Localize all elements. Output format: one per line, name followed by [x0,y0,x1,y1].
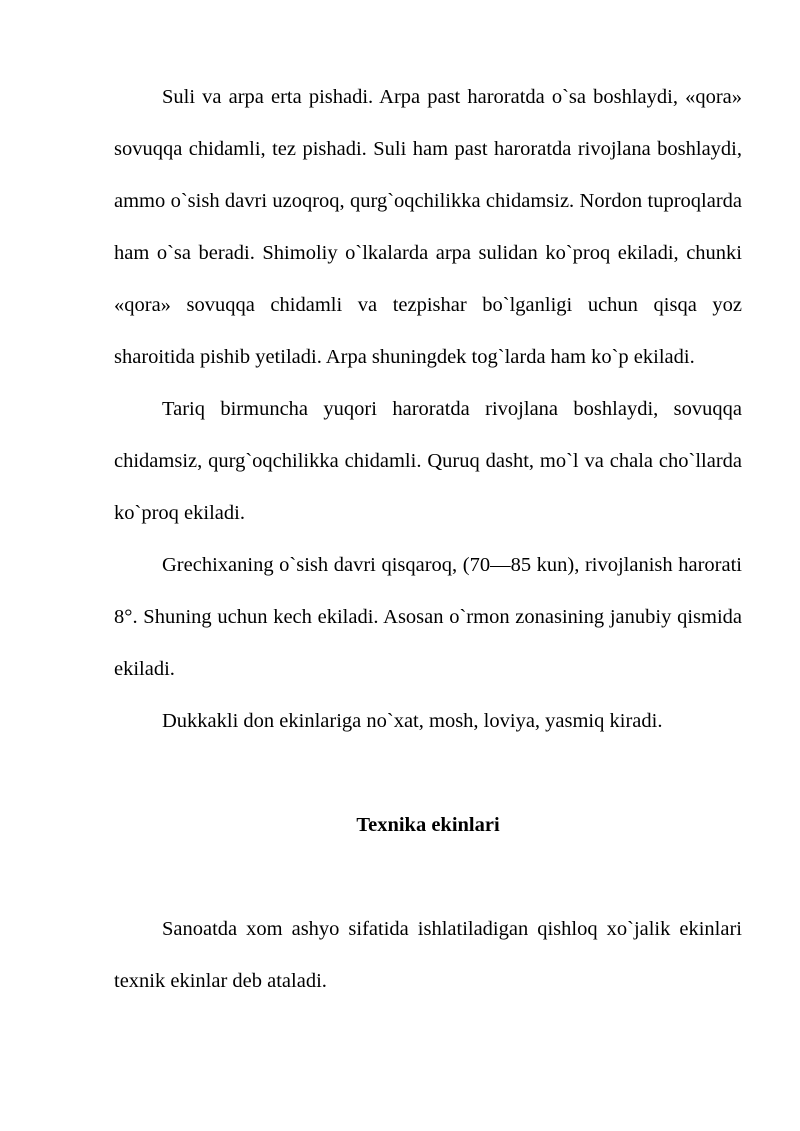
spacer [114,851,742,903]
spacer [114,747,742,799]
paragraph-millet: Tariq birmuncha yuqori haroratda rivojlana boshlaydi, sovuqqa chidamsiz, qurg`oqchilikka chidamli. Quruq dasht, mo`l va chala cho`llarda ko`proq ekiladi. [114,398,742,524]
document-page [114,71,742,1007]
paragraph-oats-barley: Suli va arpa erta pishadi. Arpa past haroratda o`sa boshlaydi, «qora» sovuqqa chidamli, tez pishadi. Suli ham past haroratda rivojlana boshlaydi, ammo o`sish davri uzoqroq, qurg`oqchilikka chidamsiz. Nordon tuproqlarda ham o`sa beradi. Shimoliy o`lkalarda arpa sulidan ko`proq ekiladi, chunki «qora» sovuqqa chidamli va tezpishar bo`lganligi uchun qisqa yoz sharoitida pishib yetiladi. Arpa shuningdek tog`larda ham ko`p ekiladi. [114,86,742,368]
paragraph-legumes: Dukkakli don ekinlariga no`xat, mosh, loviya, yasmiq kiradi. [162,710,663,732]
paragraph-buckwheat: Grechixaning o`sish davri qisqaroq, (70—85 kun), rivojlanish harorati 8°. Shuning uchun kech ekiladi. Asosan o`rmon zonasining janubiy qismida ekiladi. [114,554,742,680]
section-heading: Texnika ekinlari [356,814,500,836]
paragraph-technical-crops: Sanoatda xom ashyo sifatida ishlatiladigan qishloq xo`jalik ekinlari texnik ekinlar deb ataladi. [114,918,742,992]
